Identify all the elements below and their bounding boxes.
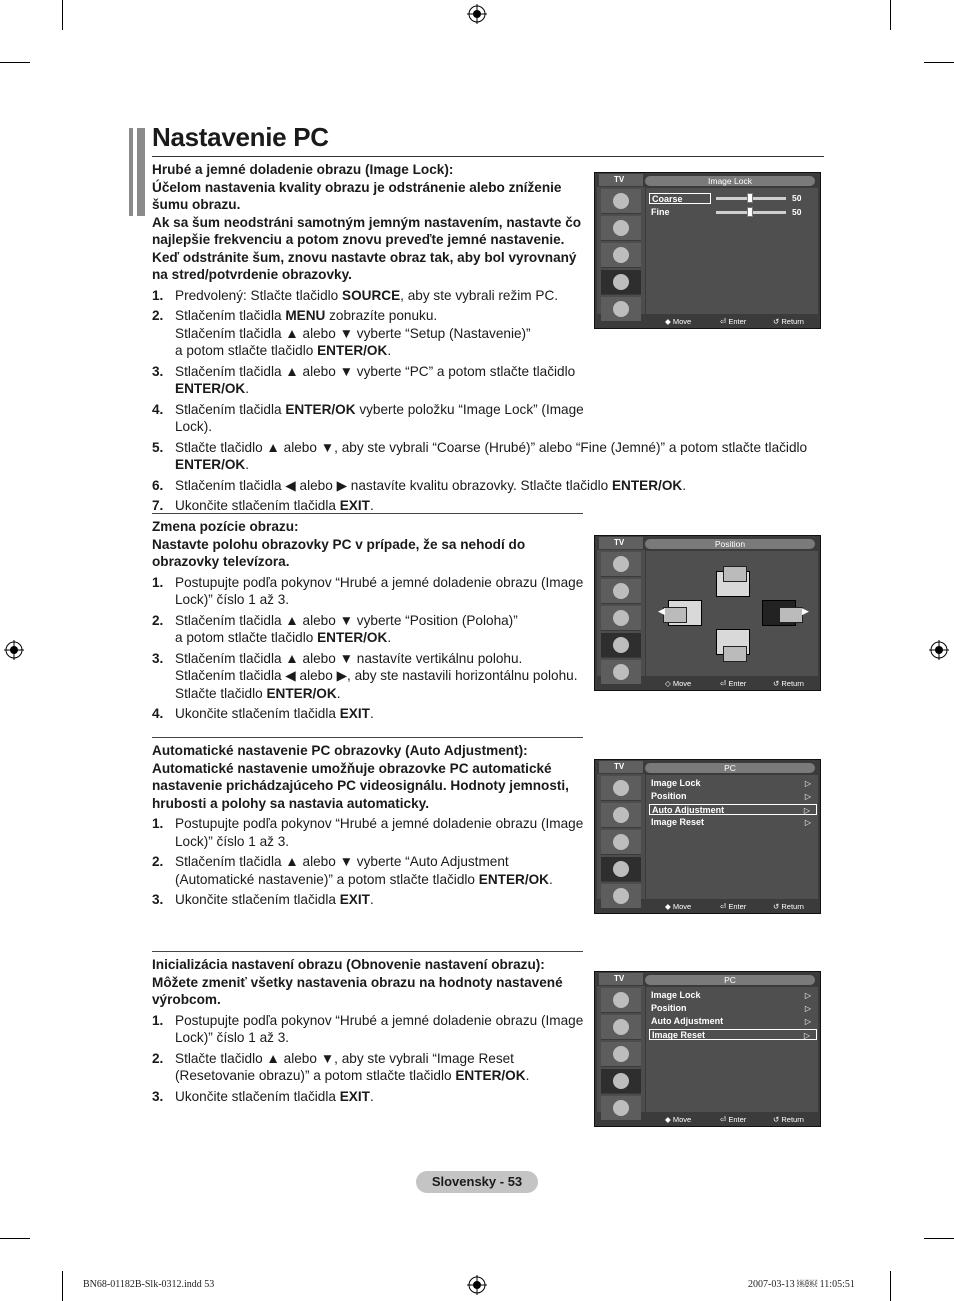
step-item [152, 363, 584, 398]
channel-icon [601, 243, 641, 268]
step-item [152, 401, 584, 436]
osd-main [646, 551, 818, 676]
move-hint: ◆ Move [665, 317, 692, 326]
picture-icon [601, 776, 641, 801]
tv-label: TV [599, 174, 643, 186]
button-name: EXIT [339, 498, 370, 513]
step-item [152, 497, 584, 515]
print-slug-left: BN68-01182B-Slk-0312.indd 53 [83, 1279, 215, 1290]
tv-label: TV [599, 537, 643, 549]
steps-list [152, 1012, 584, 1106]
section-intro: Ak sa šum neodstráni samotným jemným nastavením, nastavte čo najlepšie frekvenciu a potom znovu preveďte jemné nastavenie. [152, 214, 582, 247]
osd-footer [645, 901, 818, 912]
osd-row-coarse[interactable]: Coarse [649, 193, 711, 204]
step-item [152, 891, 584, 909]
input-icon [601, 660, 641, 685]
button-name: ENTER/OK [317, 343, 388, 358]
step-text: . [525, 1068, 530, 1083]
registration-mark-icon [4, 640, 24, 660]
step-number: 3. [152, 1088, 164, 1104]
step-text: Stlačením tlačidla ◀ alebo ▶ nastavíte kvalitu obrazovky. Stlačte tlačidlo [175, 477, 612, 493]
step-text: Ukončite stlačením tlačidla [175, 1088, 340, 1104]
steps-list [152, 815, 584, 909]
step-text: . [369, 1088, 374, 1104]
step-item [152, 1088, 584, 1106]
step-item [152, 612, 584, 647]
section-position [152, 518, 584, 726]
button-name: EXIT [339, 892, 370, 907]
section-intro: Nastavte polohu obrazovky PC v prípade, že sa nehodí do obrazovky televízora. [152, 536, 526, 569]
sound-icon [601, 579, 641, 604]
osd-title: PC [645, 763, 815, 773]
setup-icon [601, 633, 641, 658]
osd-main [646, 775, 818, 899]
step-number: 2. [152, 612, 164, 628]
step-number: 6. [152, 477, 164, 493]
enter-hint: ⏎ Enter [720, 679, 747, 688]
osd-row-fine[interactable]: Fine [651, 207, 670, 217]
section-divider [152, 737, 583, 738]
osd-title: Image Lock [645, 176, 815, 186]
step-text: Stlačením tlačidla ▲ alebo ▼ vyberte “PC” a potom stlačte tlačidlo [175, 363, 576, 379]
step-number: 3. [152, 363, 164, 379]
sound-icon [601, 1015, 641, 1040]
button-name: EXIT [339, 706, 370, 721]
step-text: . [549, 871, 553, 887]
registration-mark-icon [467, 4, 487, 24]
return-hint: ↺ Return [773, 902, 804, 911]
step-text: . [369, 498, 374, 513]
step-text: vyberte položku “Image Lock” (Image Lock). [175, 401, 584, 434]
input-icon [601, 297, 641, 322]
step-text: zobrazíte ponuku. Stlačením tlačidla ▲ alebo ▼ vyberte “Setup (Nastavenie)” a potom stlačte tlačidlo [175, 308, 531, 358]
left-arrow-icon: ◀ [658, 606, 665, 616]
step-item [152, 1012, 584, 1047]
step-item [152, 650, 584, 703]
button-name: ENTER/OK [455, 1068, 526, 1083]
section-heading: Automatické nastavenie PC obrazovky (Auto Adjustment): [152, 743, 528, 758]
step-number: 1. [152, 574, 164, 590]
step-number: 5. [152, 439, 164, 455]
input-icon [601, 884, 641, 909]
osd-main [646, 987, 818, 1112]
osd-title: PC [645, 975, 815, 985]
step-text: . [387, 630, 392, 645]
step-text: Stlačte tlačidlo ▲ alebo ▼, aby ste vybrali “Image Reset (Resetovanie obrazu)” a potom stlačte tlačidlo [175, 1050, 514, 1083]
step-text: . [387, 343, 392, 358]
section-heading: Hrubé a jemné doladenie obrazu (Image Lock): [152, 162, 454, 177]
step-text: Ukončite stlačením tlačidla [175, 892, 340, 907]
position-up-indicator[interactable] [716, 571, 750, 597]
title-accent-bar [129, 128, 145, 216]
enter-hint: ⏎ Enter [720, 1115, 747, 1124]
button-name: ENTER/OK [317, 630, 388, 645]
section-heading: Inicializácia nastavení obrazu (Obnovenie nastavení obrazu): [152, 957, 545, 972]
input-icon [601, 1096, 641, 1121]
step-number: 7. [152, 498, 164, 513]
section-intro: Keď odstránite šum, znovu nastavte obraz tak, aby bol vyrovnaný na stred/potvrdenie obrazovky. [152, 249, 577, 282]
section-auto-adjustment [152, 742, 584, 912]
step-text: Predvolený: Stlačte tlačidlo [175, 287, 342, 303]
step-text: . [682, 477, 687, 493]
right-arrow-icon: ▶ [802, 606, 809, 616]
step-text: . [245, 381, 250, 396]
step-text: Postupujte podľa pokynov “Hrubé a jemné doladenie obrazu (Image Lock)” číslo 1 až 3. [175, 1012, 584, 1045]
tv-osd-image-lock [594, 172, 821, 329]
enter-hint: ⏎ Enter [720, 317, 747, 326]
step-text: Postupujte podľa pokynov “Hrubé a jemné doladenie obrazu (Image Lock)” číslo 1 až 3. [175, 816, 584, 849]
osd-menu-item-selected[interactable]: Auto Adjustment ▷ [649, 804, 817, 815]
step-text: Stlačením tlačidla ▲ alebo ▼ nastavíte vertikálnu polohu. Stlačením tlačidla ◀ alebo ▶, aby ste nastavili horizontálnu polohu. Stlačte tlačidlo [175, 650, 578, 701]
button-name: EXIT [339, 1088, 370, 1104]
tv-label: TV [599, 761, 643, 773]
osd-menu-item[interactable]: Auto Adjustment ▷ [651, 1016, 811, 1026]
step-number: 3. [152, 650, 164, 666]
osd-sidebar [597, 187, 645, 314]
step-text: Postupujte podľa pokynov “Hrubé a jemné doladenie obrazu (Image Lock)” číslo 1 až 3. [175, 574, 584, 607]
osd-main [646, 188, 818, 314]
osd-sidebar [597, 986, 645, 1112]
tv-osd-pc-auto [594, 759, 821, 914]
setup-icon [601, 857, 641, 882]
move-hint: ◇ Move [665, 679, 692, 688]
step-number: 2. [152, 308, 164, 323]
osd-sidebar [597, 774, 645, 899]
osd-menu-item[interactable]: Image Lock ▷ [651, 990, 811, 1000]
return-hint: ↺ Return [773, 1115, 804, 1124]
step-item [152, 307, 584, 360]
tv-osd-position [594, 535, 821, 691]
step-text: Ukončite stlačením tlačidla [175, 706, 340, 721]
section-heading: Zmena pozície obrazu: [152, 519, 299, 534]
picture-icon [601, 189, 641, 214]
osd-menu-item-selected[interactable]: Image Reset ▷ [649, 1029, 817, 1040]
page-title: Nastavenie PC [152, 122, 329, 152]
registration-mark-icon [929, 640, 949, 660]
step-item [152, 574, 584, 609]
step-number: 4. [152, 401, 164, 417]
step-item [152, 439, 815, 474]
step-item [152, 477, 815, 495]
button-name: MENU [285, 308, 326, 323]
step-text: , aby ste vybrali režim PC. [400, 287, 559, 303]
print-slug-right: 2007-03-13 ￼￼ 11:05:51 [748, 1279, 855, 1290]
step-item [152, 1050, 584, 1085]
position-left-indicator[interactable] [668, 600, 702, 626]
step-item [152, 815, 584, 850]
fine-value: 50 [792, 207, 802, 217]
channel-icon [601, 830, 641, 855]
button-name: ENTER/OK [611, 477, 683, 493]
button-name: ENTER/OK [285, 401, 356, 417]
osd-footer [645, 1114, 818, 1125]
section-image-reset [152, 956, 584, 1108]
osd-menu-item[interactable]: Position ▷ [651, 791, 811, 801]
channel-icon [601, 1042, 641, 1067]
coarse-value: 50 [792, 193, 802, 203]
step-text: . [369, 706, 374, 721]
osd-footer [645, 316, 818, 327]
osd-menu-item[interactable]: Position ▷ [651, 1003, 811, 1013]
step-text: . [245, 457, 250, 472]
sound-icon [601, 803, 641, 828]
registration-mark-icon [467, 1275, 487, 1295]
button-name: ENTER/OK [175, 381, 246, 396]
move-hint: ◆ Move [665, 1115, 692, 1124]
button-name: ENTER/OK [478, 871, 549, 887]
title-rule [152, 156, 824, 157]
position-right-indicator[interactable] [762, 600, 796, 626]
step-number: 2. [152, 1050, 164, 1066]
step-item [152, 853, 584, 888]
tv-osd-pc-reset [594, 971, 821, 1127]
step-number: 1. [152, 1012, 164, 1028]
step-item [152, 705, 584, 723]
picture-icon [601, 552, 641, 577]
return-hint: ↺ Return [773, 317, 804, 326]
button-name: ENTER/OK [266, 685, 337, 701]
osd-menu-item[interactable]: Image Reset ▷ [651, 817, 811, 827]
steps-list [152, 574, 584, 723]
step-number: 1. [152, 287, 164, 303]
position-down-indicator[interactable] [716, 629, 750, 655]
picture-icon [601, 988, 641, 1013]
tv-label: TV [599, 973, 643, 985]
step-number: 2. [152, 854, 164, 869]
step-number: 1. [152, 816, 164, 831]
button-name: ENTER/OK [175, 457, 246, 472]
return-hint: ↺ Return [773, 679, 804, 688]
step-text: . [336, 685, 341, 701]
section-intro: Automatické nastavenie umožňuje obrazovke PC automatické nastavenie prichádzajúceho PC videosignálu. Hodnoty jemnosti, hrubosti a polohy sa nastavia automaticky. [152, 760, 569, 811]
page-number-badge: Slovensky - 53 [416, 1171, 538, 1193]
step-number: 4. [152, 706, 164, 721]
move-hint: ◆ Move [665, 902, 692, 911]
osd-menu-item[interactable]: Image Lock ▷ [651, 778, 811, 788]
enter-hint: ⏎ Enter [720, 902, 747, 911]
section-divider [152, 513, 583, 514]
section-divider [152, 951, 583, 952]
step-text: Stlačením tlačidla ▲ alebo ▼ vyberte “Auto Adjustment (Automatické nastavenie)” a potom stlačte tlačidlo [175, 854, 509, 887]
section-intro: Môžete zmeniť všetky nastavenia obrazu na hodnoty nastavené výrobcom. [152, 974, 563, 1007]
osd-footer [645, 678, 818, 689]
button-name: SOURCE [342, 287, 401, 303]
step-text: Stlačením tlačidla ▲ alebo ▼ vyberte “Position (Poloha)” a potom stlačte tlačidlo [175, 612, 518, 645]
osd-title: Position [645, 539, 815, 549]
step-text: Stlačte tlačidlo ▲ alebo ▼, aby ste vybrali “Coarse (Hrubé)” alebo “Fine (Jemné)” a potom stlačte tlačidlo [175, 439, 808, 455]
osd-sidebar [597, 550, 645, 676]
setup-icon [601, 270, 641, 295]
channel-icon [601, 606, 641, 631]
section-intro: Účelom nastavenia kvality obrazu je odstránenie alebo zníženie šumu obrazu. [152, 179, 562, 212]
step-text: Ukončite stlačením tlačidla [175, 498, 340, 513]
sound-icon [601, 216, 641, 241]
step-text: Stlačením tlačidla [175, 401, 286, 417]
fine-slider-knob[interactable] [747, 207, 753, 217]
step-text: . [369, 892, 374, 907]
coarse-slider-knob[interactable] [747, 193, 753, 203]
step-text: Stlačením tlačidla [175, 308, 286, 323]
setup-icon [601, 1069, 641, 1094]
step-number: 3. [152, 892, 164, 907]
step-item [152, 287, 584, 305]
